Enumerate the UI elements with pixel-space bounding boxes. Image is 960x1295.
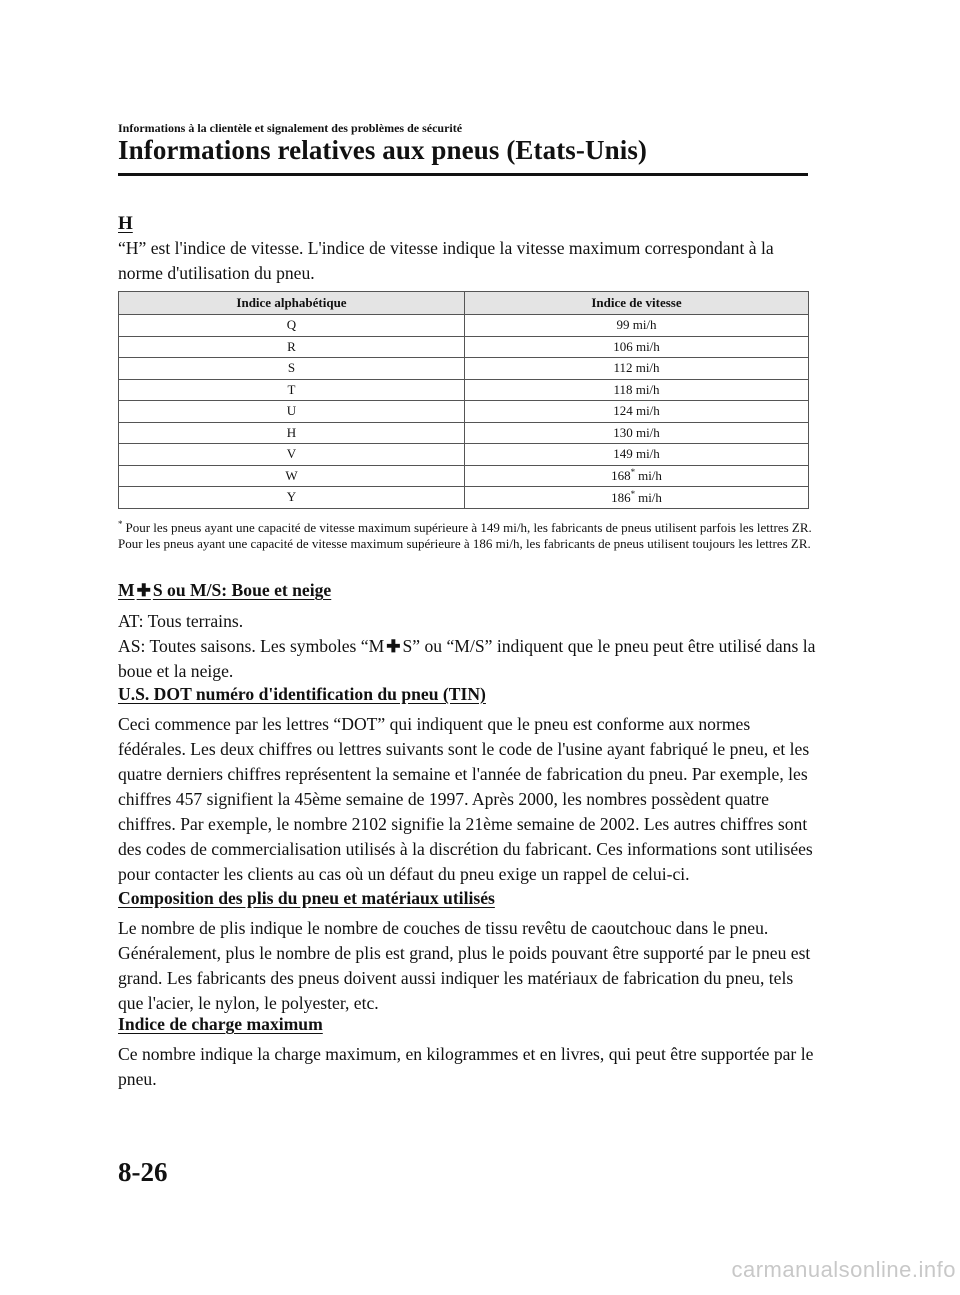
- mud-snow-text: [118, 609, 818, 684]
- plus-icon: ✚: [136, 581, 151, 600]
- table-header-row: [119, 292, 809, 315]
- column-header-speed: Indice de vitesse: [465, 292, 809, 315]
- table-row: [119, 444, 809, 466]
- table-row: [119, 401, 809, 423]
- letter-cell: V: [119, 444, 465, 466]
- speed-value: 186: [611, 489, 631, 505]
- all-season-line: [118, 634, 818, 684]
- table-row: [119, 336, 809, 358]
- table-row: [119, 487, 809, 509]
- all-terrain-line: AT: Tous terrains.: [118, 611, 244, 631]
- letter-cell: R: [119, 336, 465, 358]
- dot-heading: U.S. DOT numéro d'identification du pneu (TIN): [118, 684, 486, 704]
- letter-cell: H: [119, 422, 465, 444]
- speed-cell: 106 mi/h: [465, 336, 809, 358]
- footnote-marker: *: [630, 467, 636, 478]
- speed-cell: 118 mi/h: [465, 379, 809, 401]
- table-footnote: [118, 516, 818, 552]
- letter-cell: W: [119, 465, 465, 487]
- heading-m: M: [118, 580, 135, 600]
- page-number: 8-26: [118, 1157, 168, 1187]
- load-index-text: Ce nombre indique la charge maximum, en kilogrammes et en livres, qui peut être supportée par le pneu.: [118, 1044, 814, 1089]
- section-header: Informations à la clientèle et signalement des problèmes de sécurité: [118, 121, 463, 135]
- speed-unit: mi/h: [638, 489, 662, 505]
- plus-icon: ✚: [386, 637, 401, 656]
- column-header-letter: Indice alphabétique: [119, 292, 465, 315]
- table-row: [119, 379, 809, 401]
- all-season-text-end: S” ou “M/S” indiquent que le pneu peut être utilisé dans la boue et la neige.: [118, 636, 816, 681]
- all-season-text-start: AS: Toutes saisons. Les symboles “M: [118, 636, 385, 656]
- footnote-marker: *: [630, 488, 636, 499]
- speed-unit: mi/h: [638, 468, 662, 484]
- plies-heading: Composition des plis du pneu et matériaux utilisés: [118, 888, 495, 908]
- speed-rating-table: [118, 291, 809, 509]
- speed-cell: [465, 487, 809, 509]
- table-row: [119, 358, 809, 380]
- speed-cell: 112 mi/h: [465, 358, 809, 380]
- watermark: carmanualsonline.info: [731, 1257, 956, 1282]
- letter-cell: S: [119, 358, 465, 380]
- letter-cell: T: [119, 379, 465, 401]
- speed-value: 168: [611, 468, 631, 484]
- letter-cell: Q: [119, 315, 465, 337]
- header-divider: [118, 173, 808, 176]
- footnote-text: Pour les pneus ayant une capacité de vitesse maximum supérieure à 149 mi/h, les fabricants de pneus utilisent parfois les lettres ZR. Pour les pneus ayant une capacité de vitesse maximum supérieure à 186 mi/h, les fabricants de pneus utilisent toujours les lettres ZR.: [118, 520, 812, 551]
- footnote-marker: *: [118, 519, 123, 529]
- speed-cell: 130 mi/h: [465, 422, 809, 444]
- speed-cell: 149 mi/h: [465, 444, 809, 466]
- speed-index-text: “H” est l'indice de vitesse. L'indice de vitesse indique la vitesse maximum correspondant à la norme d'utilisation du pneu.: [118, 238, 774, 283]
- dot-text: Ceci commence par les lettres “DOT” qui indiquent que le pneu est conforme aux normes fédérales. Les deux chiffres ou lettres suivants sont le code de l'usine ayant fabriqué le pneu, et les quatre derniers chiffres représentent la semaine et l'année de fabrication du pneu. Par exemple, les chiffres 457 signifient la 45ème semaine de 1997. Après 2000, les nombres possèdent quatre chiffres. Par exemple, le nombre 2102 signifie la 21ème semaine de 2002. Les autres chiffres sont des codes de commercialisation utilisés à la discrétion du fabricant. Ces informations sont utilisées pour contacter les clients au cas où un défaut du pneu exige un rappel de celui-ci.: [118, 714, 813, 884]
- speed-index-heading: H: [118, 213, 133, 234]
- letter-cell: U: [119, 401, 465, 423]
- heading-rest: S ou M/S: Boue et neige: [152, 580, 332, 600]
- speed-cell: [465, 465, 809, 487]
- table-row: [119, 465, 809, 487]
- speed-cell: 99 mi/h: [465, 315, 809, 337]
- load-index-heading: Indice de charge maximum: [118, 1014, 323, 1034]
- plies-text: Le nombre de plis indique le nombre de couches de tissu revêtu de caoutchouc dans le pneu. Généralement, plus le nombre de plis est grand, plus le poids pouvant être supporté par le pneu est grand. Les fabricants des pneus doivent aussi indiquer les matériaux de fabrication du pneu, tels que l'acier, le nylon, le polyester, etc.: [118, 918, 811, 1013]
- table-row: [119, 422, 809, 444]
- mud-snow-heading: [118, 580, 331, 601]
- letter-cell: Y: [119, 487, 465, 509]
- page-title: Informations relatives aux pneus (Etats-Unis): [118, 135, 648, 165]
- table-row: [119, 315, 809, 337]
- speed-cell: 124 mi/h: [465, 401, 809, 423]
